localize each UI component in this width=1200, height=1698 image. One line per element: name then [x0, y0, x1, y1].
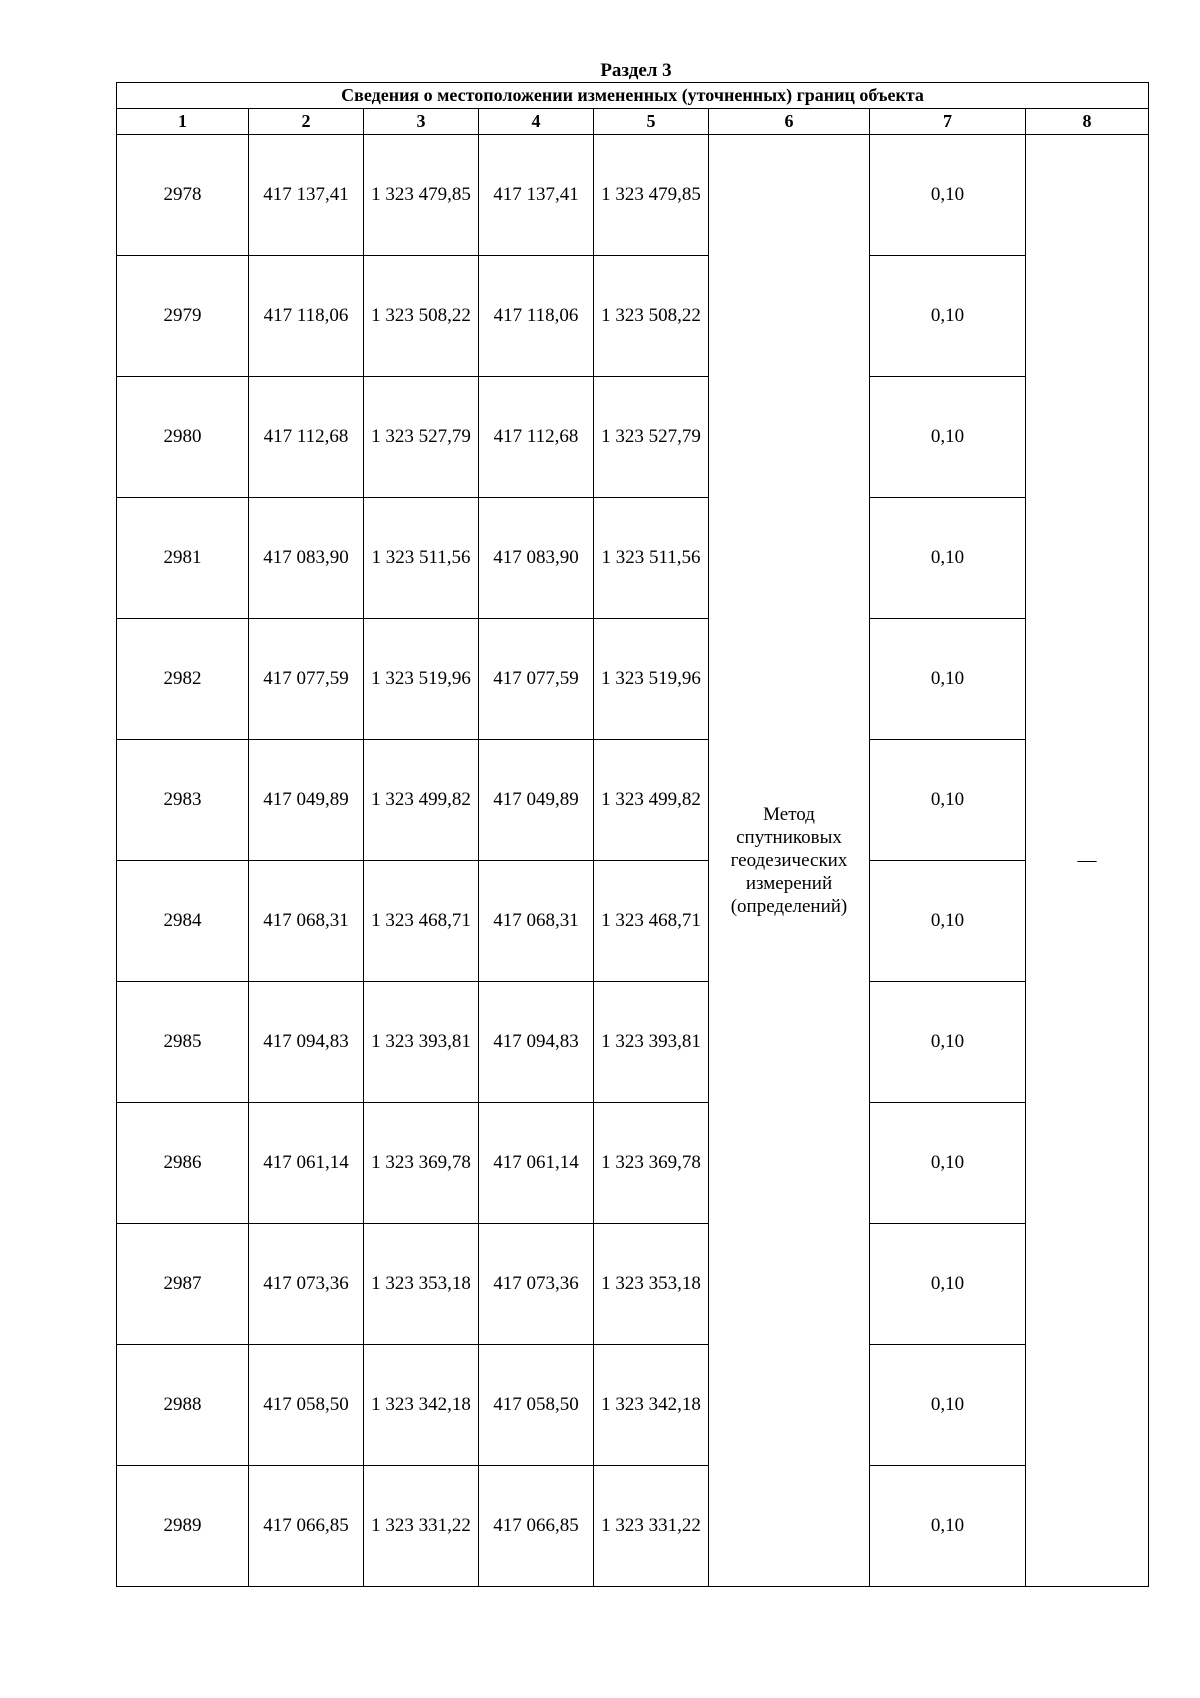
y-old-cell: 1 323 393,81	[364, 982, 479, 1103]
y-new-cell: 1 323 353,18	[594, 1224, 709, 1345]
accuracy-cell: 0,10	[870, 498, 1026, 619]
column-number: 5	[594, 109, 709, 135]
y-old-cell: 1 323 353,18	[364, 1224, 479, 1345]
y-old-cell: 1 323 527,79	[364, 377, 479, 498]
table-row	[117, 1103, 1149, 1224]
y-old-cell: 1 323 508,22	[364, 256, 479, 377]
y-new-cell: 1 323 393,81	[594, 982, 709, 1103]
table-caption: Сведения о местоположении измененных (уточненных) границ объекта	[117, 83, 1149, 109]
method-text-line: измерений	[745, 873, 833, 894]
y-old-cell: 1 323 511,56	[364, 498, 479, 619]
x-old-cell: 417 061,14	[249, 1103, 364, 1224]
x-old-cell: 417 083,90	[249, 498, 364, 619]
accuracy-cell: 0,10	[870, 1345, 1026, 1466]
x-new-cell: 417 073,36	[479, 1224, 594, 1345]
accuracy-cell: 0,10	[870, 982, 1026, 1103]
x-old-cell: 417 068,31	[249, 861, 364, 982]
accuracy-cell: 0,10	[870, 256, 1026, 377]
y-new-cell: 1 323 527,79	[594, 377, 709, 498]
point-number-cell: 2982	[117, 619, 249, 740]
accuracy-cell: 0,10	[870, 1466, 1026, 1587]
y-new-cell: 1 323 479,85	[594, 135, 709, 256]
point-number-cell: 2981	[117, 498, 249, 619]
column-number-row	[117, 109, 1149, 135]
accuracy-cell: 0,10	[870, 377, 1026, 498]
x-old-cell: 417 049,89	[249, 740, 364, 861]
accuracy-cell: 0,10	[870, 1224, 1026, 1345]
method-text-line: (определений)	[730, 896, 848, 917]
y-new-cell: 1 323 468,71	[594, 861, 709, 982]
y-new-cell: 1 323 519,96	[594, 619, 709, 740]
column-number: 8	[1026, 109, 1149, 135]
point-number-cell: 2984	[117, 861, 249, 982]
point-number-cell: 2978	[117, 135, 249, 256]
y-new-cell: 1 323 499,82	[594, 740, 709, 861]
y-new-cell: 1 323 508,22	[594, 256, 709, 377]
table-row	[117, 1345, 1149, 1466]
table-row	[117, 619, 1149, 740]
y-new-cell: 1 323 331,22	[594, 1466, 709, 1587]
boundary-coordinates-table	[116, 82, 1149, 1587]
point-number-cell: 2988	[117, 1345, 249, 1466]
point-number-cell: 2986	[117, 1103, 249, 1224]
column-number: 2	[249, 109, 364, 135]
method-text-line: Метод	[763, 804, 815, 825]
table-row	[117, 1224, 1149, 1345]
y-new-cell: 1 323 369,78	[594, 1103, 709, 1224]
x-new-cell: 417 083,90	[479, 498, 594, 619]
y-old-cell: 1 323 499,82	[364, 740, 479, 861]
point-number-cell: 2985	[117, 982, 249, 1103]
x-old-cell: 417 066,85	[249, 1466, 364, 1587]
x-new-cell: 417 118,06	[479, 256, 594, 377]
method-text-line: спутниковых	[736, 827, 842, 848]
column-number: 3	[364, 109, 479, 135]
x-old-cell: 417 073,36	[249, 1224, 364, 1345]
y-old-cell: 1 323 331,22	[364, 1466, 479, 1587]
y-new-cell: 1 323 342,18	[594, 1345, 709, 1466]
point-number-cell: 2983	[117, 740, 249, 861]
point-number-cell: 2987	[117, 1224, 249, 1345]
table-row	[117, 377, 1149, 498]
x-new-cell: 417 066,85	[479, 1466, 594, 1587]
column-number: 6	[709, 109, 870, 135]
point-number-cell: 2979	[117, 256, 249, 377]
column-number: 7	[870, 109, 1026, 135]
x-new-cell: 417 068,31	[479, 861, 594, 982]
column-number: 4	[479, 109, 594, 135]
method-text-line: геодезических	[730, 850, 848, 871]
accuracy-cell: 0,10	[870, 1103, 1026, 1224]
y-old-cell: 1 323 479,85	[364, 135, 479, 256]
x-new-cell: 417 112,68	[479, 377, 594, 498]
x-old-cell: 417 137,41	[249, 135, 364, 256]
accuracy-cell: 0,10	[870, 619, 1026, 740]
x-old-cell: 417 058,50	[249, 1345, 364, 1466]
point-number-cell: 2980	[117, 377, 249, 498]
table-row	[117, 740, 1149, 861]
table-row	[117, 135, 1149, 256]
table-row	[117, 1466, 1149, 1587]
section-title: Раздел 3	[600, 60, 672, 81]
table-row	[117, 982, 1149, 1103]
x-old-cell: 417 094,83	[249, 982, 364, 1103]
x-new-cell: 417 058,50	[479, 1345, 594, 1466]
note-cell: —	[1026, 135, 1149, 1587]
table-row	[117, 498, 1149, 619]
method-cell	[709, 135, 870, 1587]
accuracy-cell: 0,10	[870, 861, 1026, 982]
x-new-cell: 417 061,14	[479, 1103, 594, 1224]
x-old-cell: 417 077,59	[249, 619, 364, 740]
table-row	[117, 861, 1149, 982]
x-new-cell: 417 094,83	[479, 982, 594, 1103]
point-number-cell: 2989	[117, 1466, 249, 1587]
x-new-cell: 417 077,59	[479, 619, 594, 740]
y-old-cell: 1 323 468,71	[364, 861, 479, 982]
column-number: 1	[117, 109, 249, 135]
y-old-cell: 1 323 342,18	[364, 1345, 479, 1466]
table-row	[117, 256, 1149, 377]
x-old-cell: 417 118,06	[249, 256, 364, 377]
x-new-cell: 417 049,89	[479, 740, 594, 861]
accuracy-cell: 0,10	[870, 135, 1026, 256]
y-old-cell: 1 323 369,78	[364, 1103, 479, 1224]
y-new-cell: 1 323 511,56	[594, 498, 709, 619]
table-caption-row	[117, 83, 1149, 109]
y-old-cell: 1 323 519,96	[364, 619, 479, 740]
accuracy-cell: 0,10	[870, 740, 1026, 861]
x-new-cell: 417 137,41	[479, 135, 594, 256]
x-old-cell: 417 112,68	[249, 377, 364, 498]
